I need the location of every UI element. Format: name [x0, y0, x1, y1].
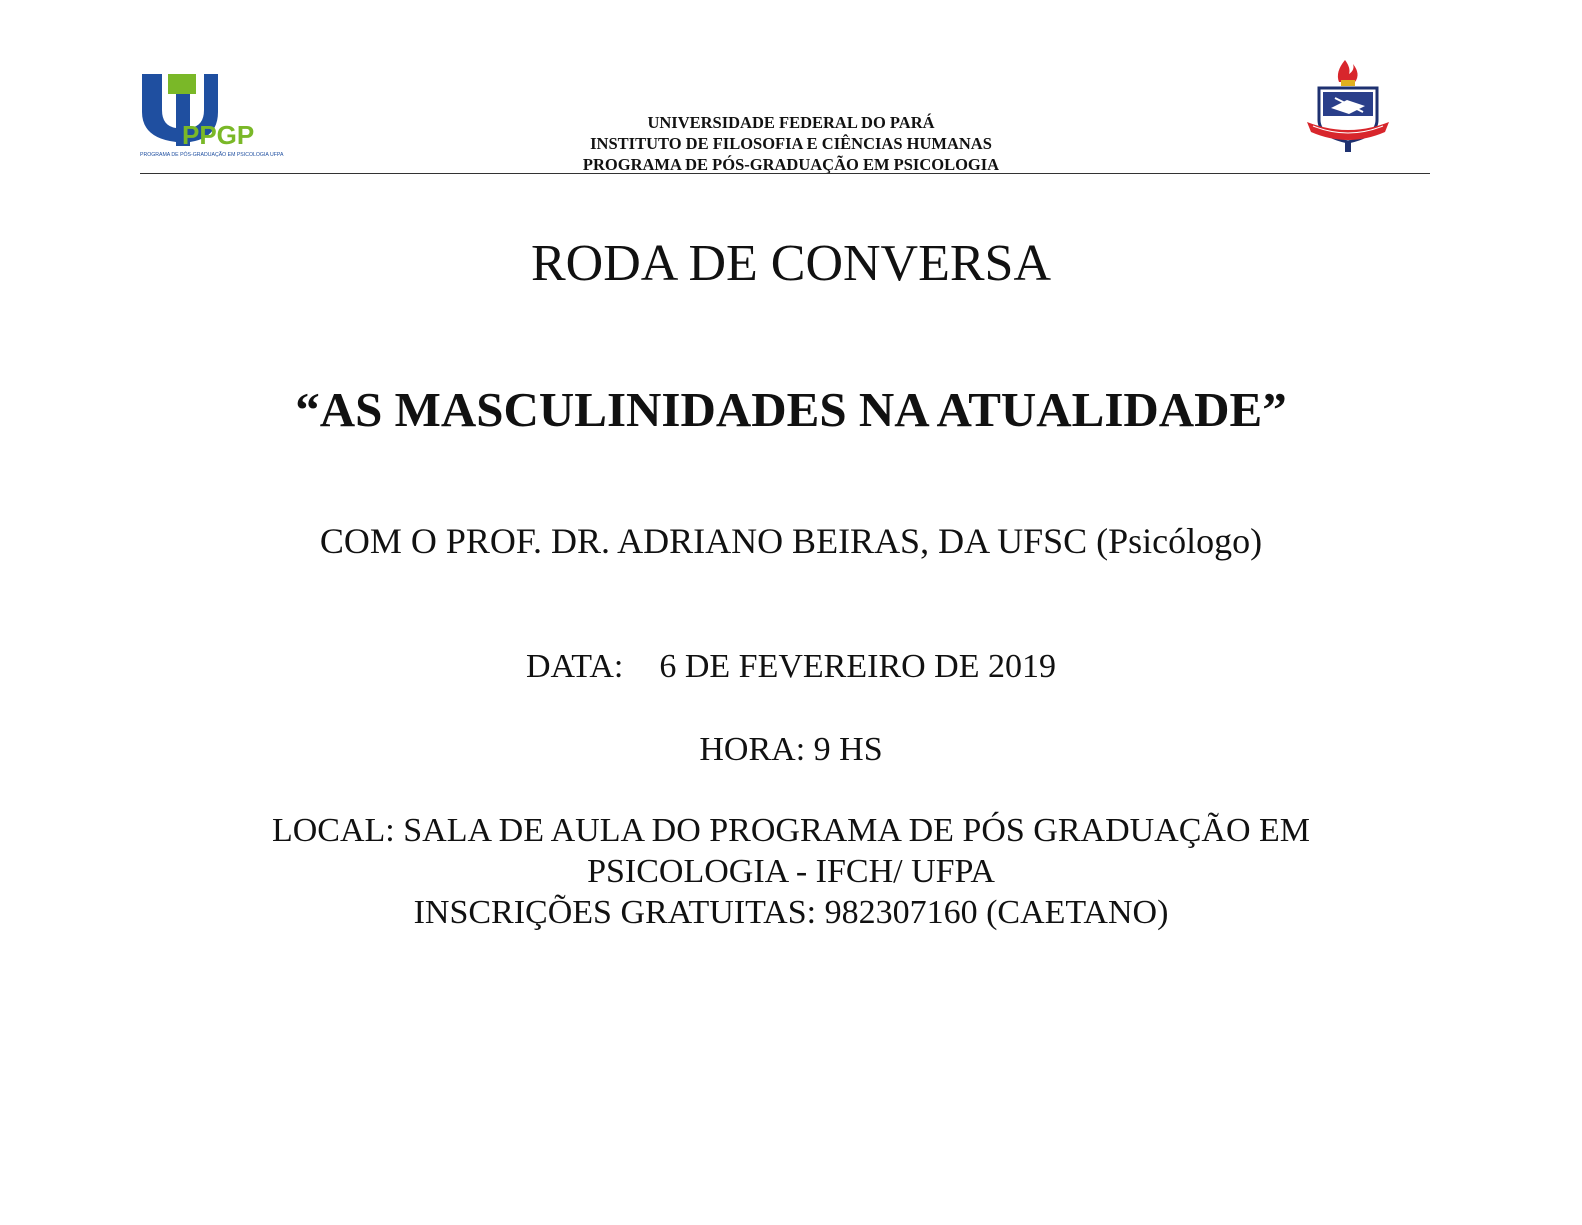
- ufpa-crest-logo: [1305, 58, 1391, 154]
- registration-info: INSCRIÇÕES GRATUITAS: 982307160 (CAETANO): [413, 894, 1169, 931]
- header-institute: INSTITUTO DE FILOSOFIA E CIÊNCIAS HUMANAS: [590, 134, 992, 153]
- ppgp-logo-caption: PROGRAMA DE PÓS-GRADUAÇÃO EM PSICOLOGIA UFPA: [140, 152, 284, 158]
- date-value: 6 DE FEVEREIRO DE 2019: [659, 648, 1057, 685]
- header-program: PROGRAMA DE PÓS-GRADUAÇÃO EM PSICOLOGIA: [582, 155, 1000, 174]
- event-location-block: [0, 810, 1582, 933]
- event-date: [0, 645, 1582, 689]
- ppgp-logo-text: PPGP: [182, 120, 255, 150]
- date-label: DATA:: [525, 648, 624, 685]
- header-university: UNIVERSIDADE FEDERAL DO PARÁ: [647, 113, 935, 132]
- event-title: RODA DE CONVERSA: [530, 235, 1052, 292]
- location-line-1: LOCAL: SALA DE AULA DO PROGRAMA DE PÓS GRADUAÇÃO EM: [271, 812, 1311, 849]
- event-speaker: COM O PROF. DR. ADRIANO BEIRAS, DA UFSC (Psicólogo): [319, 521, 1263, 561]
- location-line-2: PSICOLOGIA - IFCH/ UFPA: [587, 853, 995, 890]
- event-hour: HORA: 9 HS: [699, 731, 883, 768]
- header-divider: [140, 173, 1430, 174]
- ufpa-crest-icon: [1305, 58, 1391, 154]
- event-theme: “AS MASCULINIDADES NA ATUALIDADE”: [295, 382, 1287, 437]
